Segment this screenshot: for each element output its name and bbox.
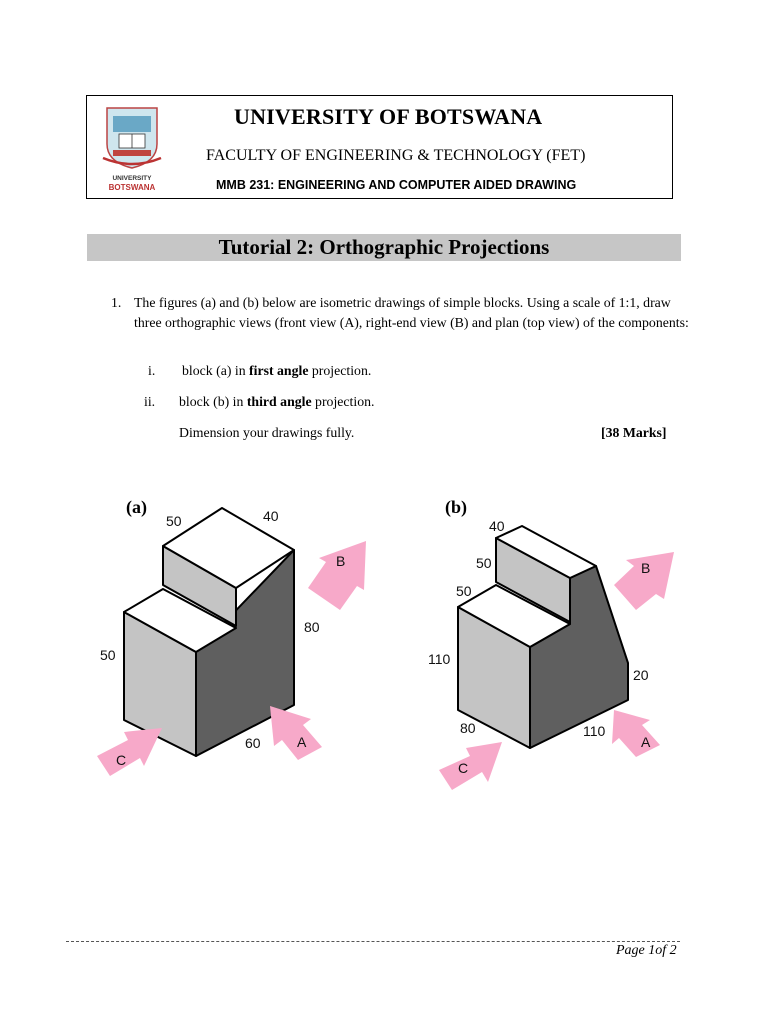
university-name: UNIVERSITY OF BOTSWANA	[234, 104, 543, 129]
figure-b-arrow-c-label: C	[458, 760, 469, 776]
figure-a-arrow-c	[97, 728, 162, 776]
item-1-numeral: i.	[148, 363, 156, 378]
figure-b-arrow-c	[439, 742, 502, 790]
dimension-instruction: Dimension your drawings fully.	[179, 425, 355, 440]
figure-a-label: (a)	[126, 497, 147, 517]
page-number: Page 1of 2	[616, 943, 677, 958]
figure-b-dim-length: 110	[583, 723, 606, 739]
figure-b-dim-end-height: 20	[633, 667, 649, 683]
marks: [38 Marks]	[601, 425, 667, 440]
figure-a-arrow-b-label: B	[336, 553, 346, 569]
figure-a-arrow-b	[308, 541, 366, 610]
item-1-text: block (a) in first angle projection.	[182, 363, 372, 378]
item-2-text: block (b) in third angle projection.	[179, 394, 375, 409]
question-text: The figures (a) and (b) below are isometric drawings of simple blocks. Using a scale of 1:1, draw three orthographic views (front view (A), right-end view (B) and plan (top view) of the components:	[134, 295, 689, 330]
figure-a-drawing	[124, 508, 294, 756]
figure-a-dim-length: 60	[245, 735, 261, 751]
figure-a-dim-height: 80	[304, 619, 320, 635]
figure-b-label: (b)	[445, 497, 467, 517]
faculty-name: FACULTY OF ENGINEERING & TECHNOLOGY (FET)	[206, 147, 586, 164]
figure-a-dim-top-width: 40	[263, 508, 279, 524]
figure-a-dim-top-depth: 50	[166, 513, 182, 529]
figure-a-dim-step-height: 50	[100, 647, 116, 663]
logo-text-2: BOTSWANA	[108, 183, 156, 192]
tutorial-title: Tutorial 2: Orthographic Projections	[218, 235, 550, 259]
figure-b-dim-height: 110	[428, 651, 451, 667]
figure-b-dim-depth: 80	[460, 720, 476, 736]
figure-a-arrow-a	[270, 706, 322, 760]
figure-b-dim-upper-step: 50	[476, 555, 492, 571]
item-2-numeral: ii.	[144, 394, 156, 409]
figure-b-arrow-b-label: B	[641, 560, 651, 576]
question-number: 1.	[111, 295, 122, 310]
figure-b-arrow-a-label: A	[641, 734, 651, 750]
figure-a-arrow-a-label: A	[297, 734, 307, 750]
footer-divider	[66, 941, 680, 942]
figure-b-dim-lower-step: 50	[456, 583, 472, 599]
figure-b-dim-top-width: 40	[489, 518, 505, 534]
logo-text-1: UNIVERSITY	[112, 175, 152, 182]
figure-a-arrow-c-label: C	[116, 752, 127, 768]
figure-b-arrow-a	[612, 710, 660, 757]
course-title: MMB 231: ENGINEERING AND COMPUTER AIDED DRAWING	[216, 178, 577, 192]
